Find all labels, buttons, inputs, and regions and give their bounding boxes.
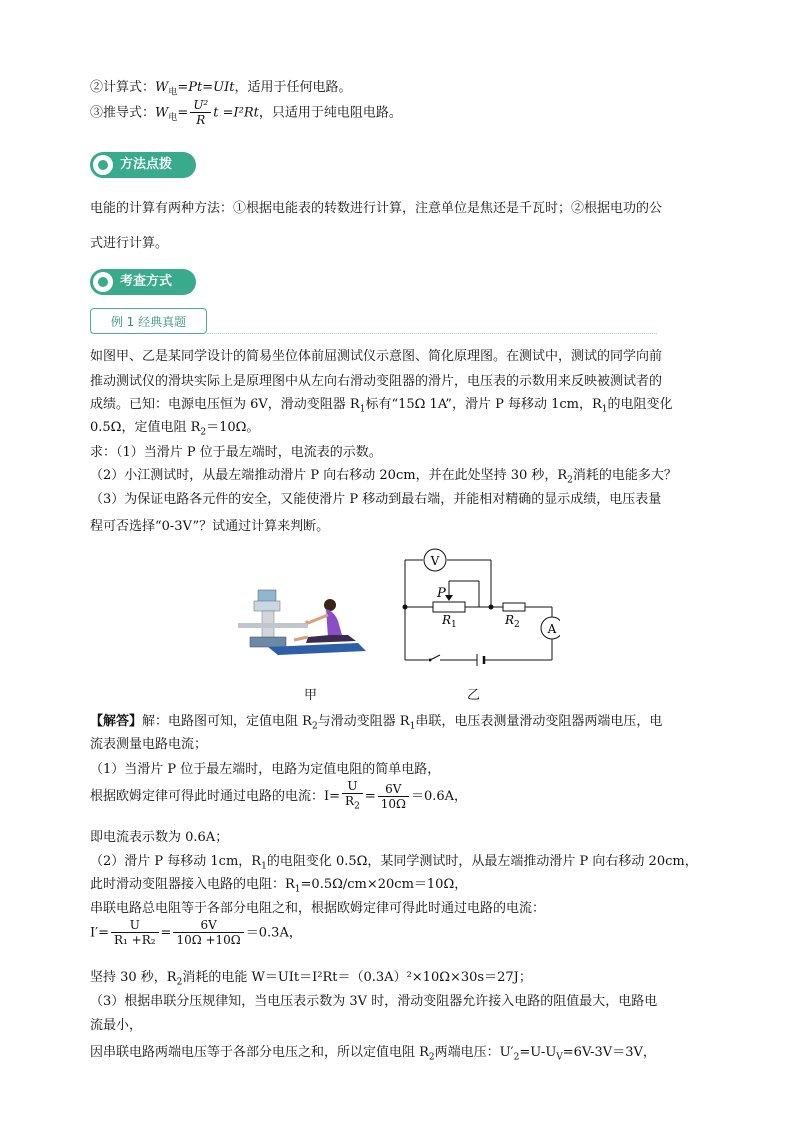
step2-energy: 坚持 30 秒，$R_2$消耗的电能 W＝UIt＝I²Rt＝（0.3A）²×10Ω×30s＝27J； (90, 970, 532, 988)
example-label: 例 1 经典真题 (90, 308, 207, 334)
section-exam-badge: 考查方式 (90, 269, 196, 295)
caption-right: 乙 (467, 688, 481, 703)
formula-derive: ③推导式：$W_电=$ $\frac{\text{U²}}{R}$ t =I²Rt，只适用于纯电阻电路。 (90, 98, 402, 127)
method-text-line2: 式进行计算。 (90, 236, 169, 251)
answer-line1: 【解答】解：电路图可知，定值电阻 $R_2$与滑动变阻器 $R_1$串联，电压表测量滑动变阻器两端电压，电 (90, 714, 663, 732)
step1-result: 即电流表示数为 0.6A； (90, 830, 229, 845)
question-line3: 成绩。已知：电源电压恒为 6V，滑动变阻器 $R_1$标有“15Ω 1A”，滑片 P 每移动 1cm，$R_1$的电阻变化 (90, 397, 673, 415)
circuit-diagram (395, 545, 560, 670)
question-line2: 推动测试仪的滑块实际上是原理图中从左向右滑动变阻器的滑片，电压表的示数用来反映被测试者的 (90, 374, 663, 389)
section-method-badge: 方法点拨 (90, 152, 196, 178)
divider (207, 333, 657, 334)
answer-line2: 流表测量电路电流； (90, 737, 208, 752)
target-icon (93, 155, 113, 175)
target-icon (93, 272, 113, 292)
fitness-test-photo (238, 585, 366, 660)
question-2: （2）小江测试时，从最左端推动滑片 P 向右移动 20cm，并在此处坚持 30 秒，$R_2$消耗的电能多大？ (90, 468, 677, 486)
step2-formula: I′= $\frac{U}{\text{R₁ +R₂}}$ = $\frac{6V}{10\Omega +10\Omega}$ ＝0.3A， (90, 918, 302, 947)
slider-label: P (437, 586, 446, 601)
question-line1: 如图甲、乙是某同学设计的简易坐位体前屈测试仪示意图、简化原理图。在测试中，测试的同学向前 (90, 349, 663, 364)
step2-line2: 此时滑动变阻器接入电路的电阻：$R_1=0.5\Omega/cm\times 20cm=10\Omega$， (90, 877, 468, 895)
question-1: 求：（1）当滑片 P 位于最左端时，电流表的示数。 (90, 445, 382, 460)
formula-calc: ②计算式：$W_电=Pt=UIt$，适用于任何电路。 (90, 80, 352, 98)
step3-line3: 因串联电路两端电压等于各部分电压之和，所以定值电阻 $R_2$两端电压：$U'_2=U-U_V=6V-3V=3V$， (90, 1045, 656, 1063)
question-line4: 0.5Ω，定值电阻 $R_2=10\Omega$。 (90, 420, 260, 438)
question-3-line2: 程可否选择“0-3V”？试通过计算来判断。 (90, 519, 330, 534)
step3-line1: （3）根据串联分压规律知，当电压表示数为 3V 时，滑动变阻器允许接入电路的阻值最大，电路电 (90, 994, 658, 1009)
method-text-line1: 电能的计算有两种方法：①根据电能表的转数进行计算，注意单位是焦还是千瓦时；②根据电功的公 (90, 201, 663, 216)
question-3-line1: （3）为保证电路各元件的安全，又能使滑片 P 移动到最右端，并能相对精确的显示成绩，电压表量 (90, 492, 662, 507)
step3-line2: 流最小， (90, 1018, 143, 1033)
step2-line1: （2）滑片 P 每移动 1cm，$R_1$的电阻变化 0.5Ω，某同学测试时，从最左端推动滑片 P 向右移动 20cm， (90, 854, 698, 872)
voltmeter-label: V (430, 554, 440, 568)
r2-label: $R_2$ (505, 613, 520, 630)
r1-label: $R_1$ (442, 613, 457, 630)
caption-left: 甲 (304, 688, 318, 703)
step1-text: （1）当滑片 P 位于最左端时，电路为定值电阻的简单电路， (90, 762, 441, 777)
ammeter-label: A (547, 622, 557, 636)
step1-formula: 根据欧姆定律可得此时通过电路的电流：I= $\frac{U}{R_2}$ = $\frac{6V}{10\Omega}$ ＝0.6A， (90, 779, 468, 812)
step2-line3: 串联电路总电阻等于各部分电阻之和，根据欧姆定律可得此时通过电路的电流： (90, 901, 546, 916)
